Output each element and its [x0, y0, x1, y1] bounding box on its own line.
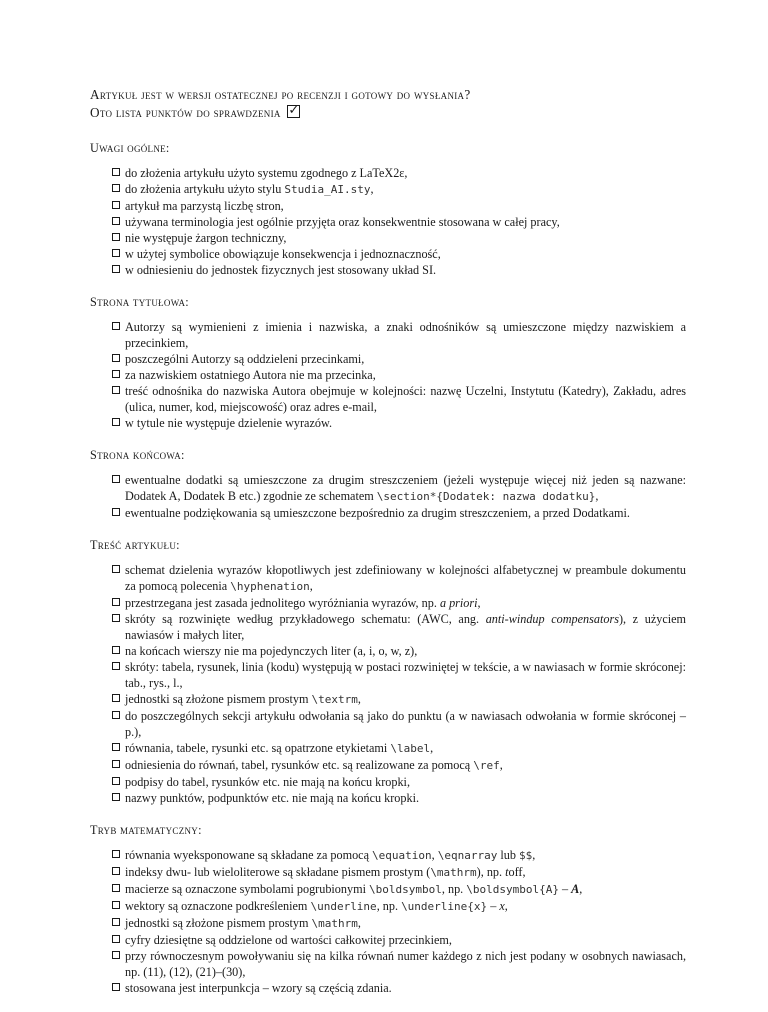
- italic-text: t: [505, 865, 509, 879]
- checklist-item: [112, 262, 686, 278]
- item-text: ewentualne dodatki są umieszczone za drugim streszczeniem (jeżeli występuje więcej niż jeden są nazwane: Dodatek A, Dodatek B etc.) zgodnie ze schematem: [125, 473, 686, 503]
- checklist-item: [112, 181, 686, 198]
- code-text: \underline: [310, 900, 377, 913]
- item-text: podpisy do tabel, rysunków etc. nie mają na końcu kropki,: [125, 775, 410, 789]
- item-text: lub: [497, 848, 520, 862]
- bold-symbol: A: [571, 882, 580, 896]
- checkbox-icon[interactable]: [112, 370, 120, 378]
- checklist-item: [112, 740, 686, 757]
- checkbox-icon[interactable]: [112, 201, 120, 209]
- checklist-item: [112, 472, 686, 505]
- checkbox-icon[interactable]: [112, 418, 120, 426]
- code-text: \equation: [372, 849, 432, 862]
- item-text: na końcach wierszy nie ma pojedynczych liter (a, i, o, w, z),: [125, 644, 418, 658]
- checklist-item: [112, 932, 686, 948]
- checklist-item: [112, 505, 686, 521]
- checklist-item: [112, 351, 686, 367]
- section-heading: Strona tytułowa:: [90, 295, 189, 309]
- checklist-sections: [90, 140, 686, 996]
- item-text: ,: [504, 899, 508, 913]
- code-text: \eqnarray: [437, 849, 498, 862]
- checklist-item: [112, 864, 686, 881]
- item-text: jednostki są złożone pismem prostym: [125, 692, 312, 706]
- checklist: [90, 847, 686, 996]
- checklist-item: [112, 881, 686, 898]
- item-text: równania wyeksponowane są składane za pomocą: [125, 848, 373, 862]
- checklist-item: [112, 774, 686, 790]
- checklist-item: [112, 757, 686, 774]
- checkbox-icon[interactable]: [112, 793, 120, 801]
- code-text: \ref: [473, 759, 500, 772]
- item-text: ), np.: [476, 865, 506, 879]
- checklist-item: [112, 708, 686, 740]
- document-title: [90, 86, 686, 122]
- item-text: schemat dzielenia wyrazów kłopotliwych jest zdefiniowany w kolejności alfabetycznej w preambule dokumentu za pomocą polecenia: [125, 563, 686, 593]
- item-text: –: [487, 899, 500, 913]
- checkbox-icon[interactable]: [112, 168, 120, 176]
- checklist-item: [112, 611, 686, 643]
- checkbox-icon[interactable]: [112, 249, 120, 257]
- item-text: ,: [370, 182, 374, 196]
- checkbox-icon[interactable]: [112, 646, 120, 654]
- item-text: używana terminologia jest ogólnie przyjęta oraz konsekwentnie stosowana w całej pracy,: [125, 215, 560, 229]
- section-heading: Strona końcowa:: [90, 448, 185, 462]
- code-text: \section*{Dodatek: nazwa dodatku}: [376, 490, 596, 503]
- item-text: ,: [431, 848, 438, 862]
- checklist-item: [112, 915, 686, 932]
- checklist-item: [112, 948, 686, 980]
- code-text: \mathrm: [311, 917, 358, 930]
- checkbox-icon[interactable]: [112, 918, 120, 926]
- item-text: skróty: tabela, rysunek, linia (kodu) występują w postaci rozwiniętej w tekście, a w nawiasach w formie skróconej: tab., rys., l.,: [125, 660, 686, 690]
- item-text: artykuł ma parzystą liczbę stron,: [125, 199, 284, 213]
- item-text: ), z użyciem nawiasów i małych liter,: [125, 612, 687, 642]
- section-heading: Treść artykułu:: [90, 538, 180, 552]
- checklist-item: [112, 214, 686, 230]
- checkbox-icon[interactable]: [112, 508, 120, 516]
- checklist: [90, 472, 686, 521]
- item-text: ,: [499, 758, 503, 772]
- item-text: w tytule nie występuje dzielenie wyrazów.: [125, 416, 333, 430]
- item-text: wektory są oznaczone podkreśleniem: [125, 899, 311, 913]
- item-text: , np.: [441, 882, 467, 896]
- checkbox-icon[interactable]: [112, 760, 120, 768]
- checklist: [90, 319, 686, 431]
- code-text: \mathrm: [430, 866, 477, 879]
- checklist-item: [112, 790, 686, 806]
- checkbox-icon[interactable]: [112, 662, 120, 670]
- item-text: ,: [309, 579, 313, 593]
- code-text: \hyphenation: [230, 580, 310, 593]
- checklist-item: [112, 246, 686, 262]
- item-text: ,: [357, 916, 361, 930]
- checkbox-icon[interactable]: [112, 184, 120, 192]
- item-text: za nazwiskiem ostatniego Autora nie ma przecinka,: [125, 368, 376, 382]
- checklist-item: [112, 595, 686, 611]
- checkbox-icon[interactable]: [112, 867, 120, 875]
- item-text: przestrzegana jest zasada jednolitego wyróżniania wyrazów, np.: [125, 596, 440, 610]
- item-text: ,: [430, 741, 434, 755]
- item-text: macierze są oznaczone symbolami pogrubionymi: [125, 882, 370, 896]
- checkbox-icon[interactable]: [112, 614, 120, 622]
- item-text: ,: [532, 848, 536, 862]
- checkbox-icon[interactable]: [112, 475, 120, 483]
- item-text: ewentualne podziękowania są umieszczone bezpośrednio za drugim streszczeniem, a przed Dodatkami.: [125, 506, 630, 520]
- checkbox-icon[interactable]: [112, 565, 120, 573]
- item-text: do złożenia artykułu użyto stylu: [125, 182, 285, 196]
- checklist-item: [112, 415, 686, 431]
- checkbox-icon[interactable]: [112, 217, 120, 225]
- checklist-item: [112, 562, 686, 595]
- title-line-2-text: Oto lista punktów do sprawdzenia: [90, 105, 281, 120]
- code-text: \boldsymbol{A}: [466, 883, 559, 896]
- item-text: równania, tabele, rysunki etc. są opatrzone etykietami: [125, 741, 391, 755]
- checkbox-icon[interactable]: [112, 884, 120, 892]
- item-text: przy równoczesnym powoływaniu się na kilka równań numer każdego z nich jest podany w osobnych nawiasach, np. (11), (12), (21)–(30),: [125, 949, 686, 979]
- item-text: odniesienia do równań, tabel, rysunków etc. są realizowane za pomocą: [125, 758, 474, 772]
- checkbox-icon[interactable]: [112, 901, 120, 909]
- title-line-2: [90, 104, 686, 122]
- checklist: [90, 562, 686, 806]
- checklist-item: [112, 230, 686, 246]
- checklist-item: [112, 659, 686, 691]
- checklist-item: [112, 898, 686, 915]
- code-text: \label: [390, 742, 431, 755]
- checkbox-icon[interactable]: [112, 951, 120, 959]
- code-text: \underline{x}: [401, 900, 488, 913]
- checklist-item: [112, 367, 686, 383]
- item-text: do poszczególnych sekcji artykułu odwołania są jako do punktu (a w nawiasach odwołania w formie skróconej – p.),: [125, 709, 686, 739]
- item-text: skróty są rozwinięte według przykładowego schematu: (AWC, ang.: [125, 612, 486, 626]
- item-text: jednostki są złożone pismem prostym: [125, 916, 312, 930]
- checklist-item: [112, 643, 686, 659]
- checkbox-icon[interactable]: [112, 711, 120, 719]
- checkbox-icon[interactable]: [112, 354, 120, 362]
- code-text: $$: [519, 849, 533, 862]
- checkbox-icon[interactable]: [112, 322, 120, 330]
- checkbox-icon[interactable]: [112, 777, 120, 785]
- item-text: do złożenia artykułu użyto systemu zgodnego z LaTeX2ε,: [125, 166, 408, 180]
- code-text: \boldsymbol: [369, 883, 442, 896]
- code-text: Studia_AI.sty: [284, 183, 371, 196]
- item-text: Autorzy są wymienieni z imienia i nazwiska, a znaki odnośników są umieszczone między nazwiskiem a przecinkiem,: [125, 320, 686, 350]
- item-text: stosowana jest interpunkcja – wzory są częścią zdania.: [125, 981, 392, 995]
- page: [90, 86, 686, 1012]
- checkbox-icon[interactable]: [112, 743, 120, 751]
- checkbox-icon[interactable]: [112, 598, 120, 606]
- item-text: indeksy dwu- lub wieloliterowe są składane pismem prostym (: [125, 865, 431, 879]
- item-text: –: [558, 882, 572, 896]
- checklist-item: [112, 383, 686, 415]
- item-text: cyfry dziesiętne są oddzielone od wartości całkowitej przecinkiem,: [125, 933, 452, 947]
- checked-box-icon: [287, 105, 300, 118]
- checkbox-icon[interactable]: [112, 850, 120, 858]
- item-text: poszczególni Autorzy są oddzieleni przecinkami,: [125, 352, 365, 366]
- item-text: w użytej symbolice obowiązuje konsekwencja i jednoznaczność,: [125, 247, 441, 261]
- item-text: ,: [477, 596, 481, 610]
- item-text: w odniesieniu do jednostek fizycznych jest stosowany układ SI.: [125, 263, 437, 277]
- item-text: nie występuje żargon techniczny,: [125, 231, 287, 245]
- checkbox-icon[interactable]: [112, 265, 120, 273]
- checklist-item: [112, 847, 686, 864]
- checklist-item: [112, 198, 686, 214]
- item-text: ,: [595, 489, 599, 503]
- checkbox-icon[interactable]: [112, 935, 120, 943]
- item-text: off,: [508, 865, 526, 879]
- section-heading: Uwagi ogólne:: [90, 141, 170, 155]
- checkbox-icon[interactable]: [112, 694, 120, 702]
- italic-text: anti-windup compensators: [485, 612, 619, 626]
- item-text: , np.: [376, 899, 402, 913]
- section-heading: Tryb matematyczny:: [90, 823, 202, 837]
- checklist-item: [112, 691, 686, 708]
- item-text: nazwy punktów, podpunktów etc. nie mają na końcu kropki.: [125, 791, 420, 805]
- checklist-item: [112, 165, 686, 181]
- checklist-item: [112, 319, 686, 351]
- item-text: ,: [357, 692, 361, 706]
- title-line-1: Artykuł jest w wersji ostatecznej po recenzji i gotowy do wysłania?: [90, 87, 471, 102]
- checkbox-icon[interactable]: [112, 386, 120, 394]
- italic-text: a priori: [439, 596, 478, 610]
- italic-text: x: [499, 899, 505, 913]
- item-text: treść odnośnika do nazwiska Autora obejmuje w kolejności: nazwę Uczelni, Instytutu (Katedry), Zakładu, adres (ulica, numer, kod, miejscowość) oraz adres e-mail,: [125, 384, 686, 414]
- item-text: ,: [579, 882, 583, 896]
- checklist: [90, 165, 686, 278]
- checkbox-icon[interactable]: [112, 983, 120, 991]
- checkbox-icon[interactable]: [112, 233, 120, 241]
- code-text: \textrm: [311, 693, 358, 706]
